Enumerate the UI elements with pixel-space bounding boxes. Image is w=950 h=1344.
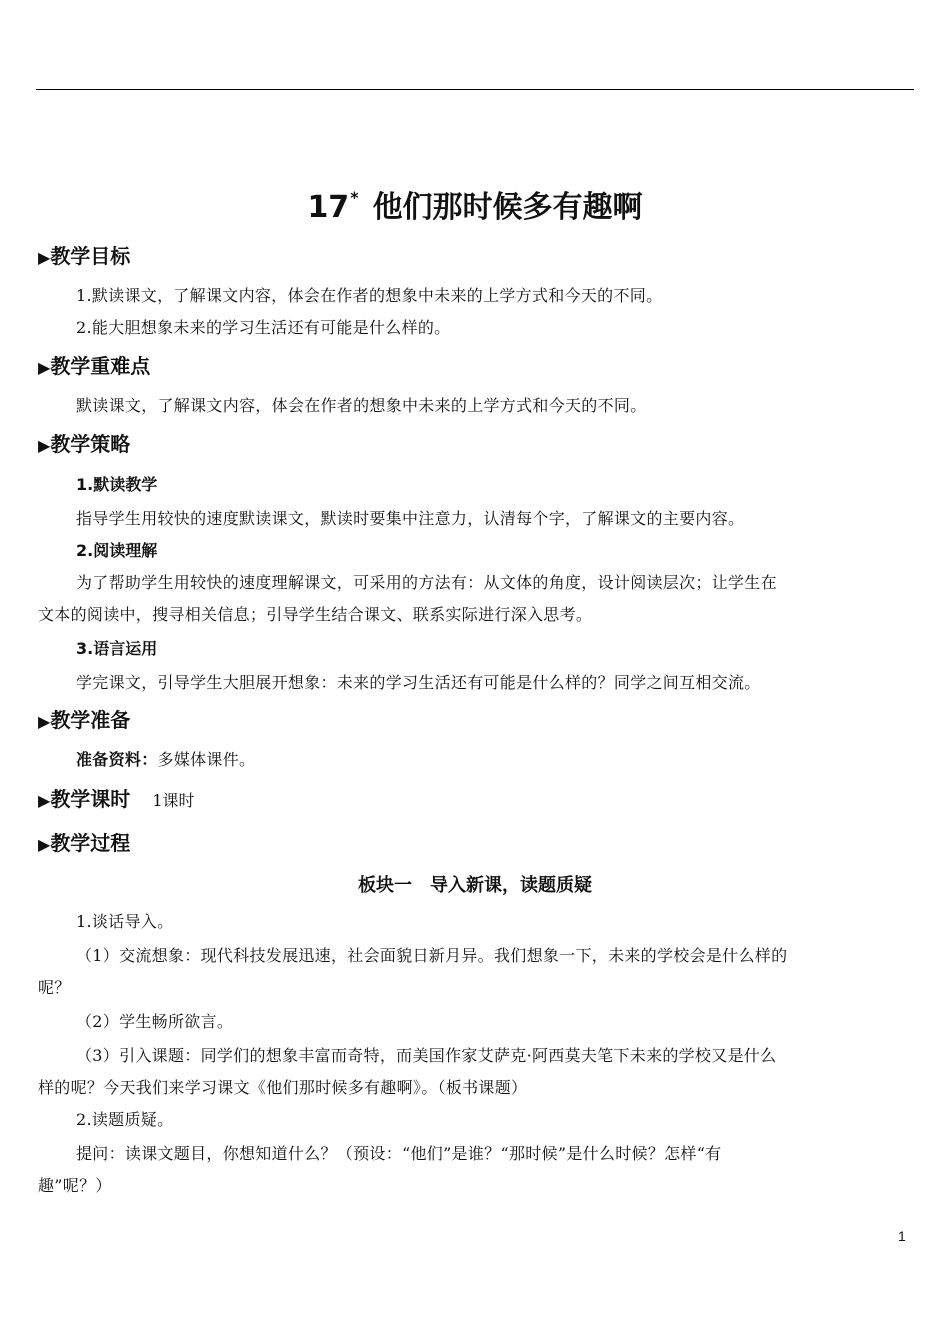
process-line: 2.读题质疑。: [76, 1110, 174, 1129]
key-points-text: 默读课文，了解课文内容，体会在作者的想象中未来的上学方式和今天的不同。: [76, 396, 647, 415]
heading-preparation: ▶教学准备: [38, 708, 131, 732]
process-line: 1.谈话导入。: [76, 912, 174, 931]
heading-hours: ▶教学课时 1课时: [38, 787, 195, 811]
strategy-text-2: 为了帮助学生用较快的速度理解课文，可采用的方法有：从文体的角度，设计阅读层次；让学生在: [76, 573, 777, 592]
strategy-text-2-cont: 文本的阅读中，搜寻相关信息；引导学生结合课文、联系实际进行深入思考。: [38, 605, 593, 624]
heading-key-points: ▶教学重难点: [38, 354, 151, 378]
heading-goals: ▶教学目标: [38, 244, 131, 268]
lesson-title: 17* 他们那时候多有趣啊: [307, 188, 643, 225]
heading-process: ▶教学过程: [38, 831, 131, 855]
strategy-title-1: 1.默读教学: [76, 475, 158, 494]
goal-item: 1.默读课文，了解课文内容，体会在作者的想象中未来的上学方式和今天的不同。: [76, 286, 663, 305]
process-line: 提问：读课文题目，你想知道什么？（预设：“他们”是谁？“那时候”是什么时候？怎样“有: [76, 1144, 722, 1163]
strategy-title-2: 2.阅读理解: [76, 541, 158, 560]
goal-item: 2.能大胆想象未来的学习生活还有可能是什么样的。: [76, 318, 451, 337]
process-line: （1）交流想象：现代科技发展迅速，社会面貌日新月异。我们想象一下，未来的学校会是什么样的: [76, 946, 788, 965]
strategy-title-3: 3.语言运用: [76, 639, 158, 658]
heading-strategy: ▶教学策略: [38, 432, 131, 456]
strategy-text-3: 学完课文，引导学生大胆展开想象：未来的学习生活还有可能是什么样的？同学之间互相交流。: [76, 673, 761, 692]
block-title: 板块一 导入新课，读题质疑: [358, 875, 592, 896]
page-number: 1: [898, 1228, 906, 1244]
process-line: 呢？: [38, 978, 71, 997]
process-line: （3）引入课题：同学们的想象丰富而奇特，而美国作家艾萨克·阿西莫夫笔下未来的学校又是什么: [76, 1046, 777, 1065]
process-line: 趣”呢？）: [38, 1176, 112, 1195]
strategy-text-1: 指导学生用较快的速度默读课文，默读时要集中注意力，认清每个字，了解课文的主要内容。: [76, 509, 745, 528]
process-line: 样的呢？今天我们来学习课文《他们那时候多有趣啊》。（板书课题）: [38, 1078, 528, 1097]
preparation-text: 准备资料：多媒体课件。: [76, 750, 256, 769]
header-rule: [36, 89, 914, 90]
process-line: （2）学生畅所欲言。: [76, 1012, 234, 1031]
